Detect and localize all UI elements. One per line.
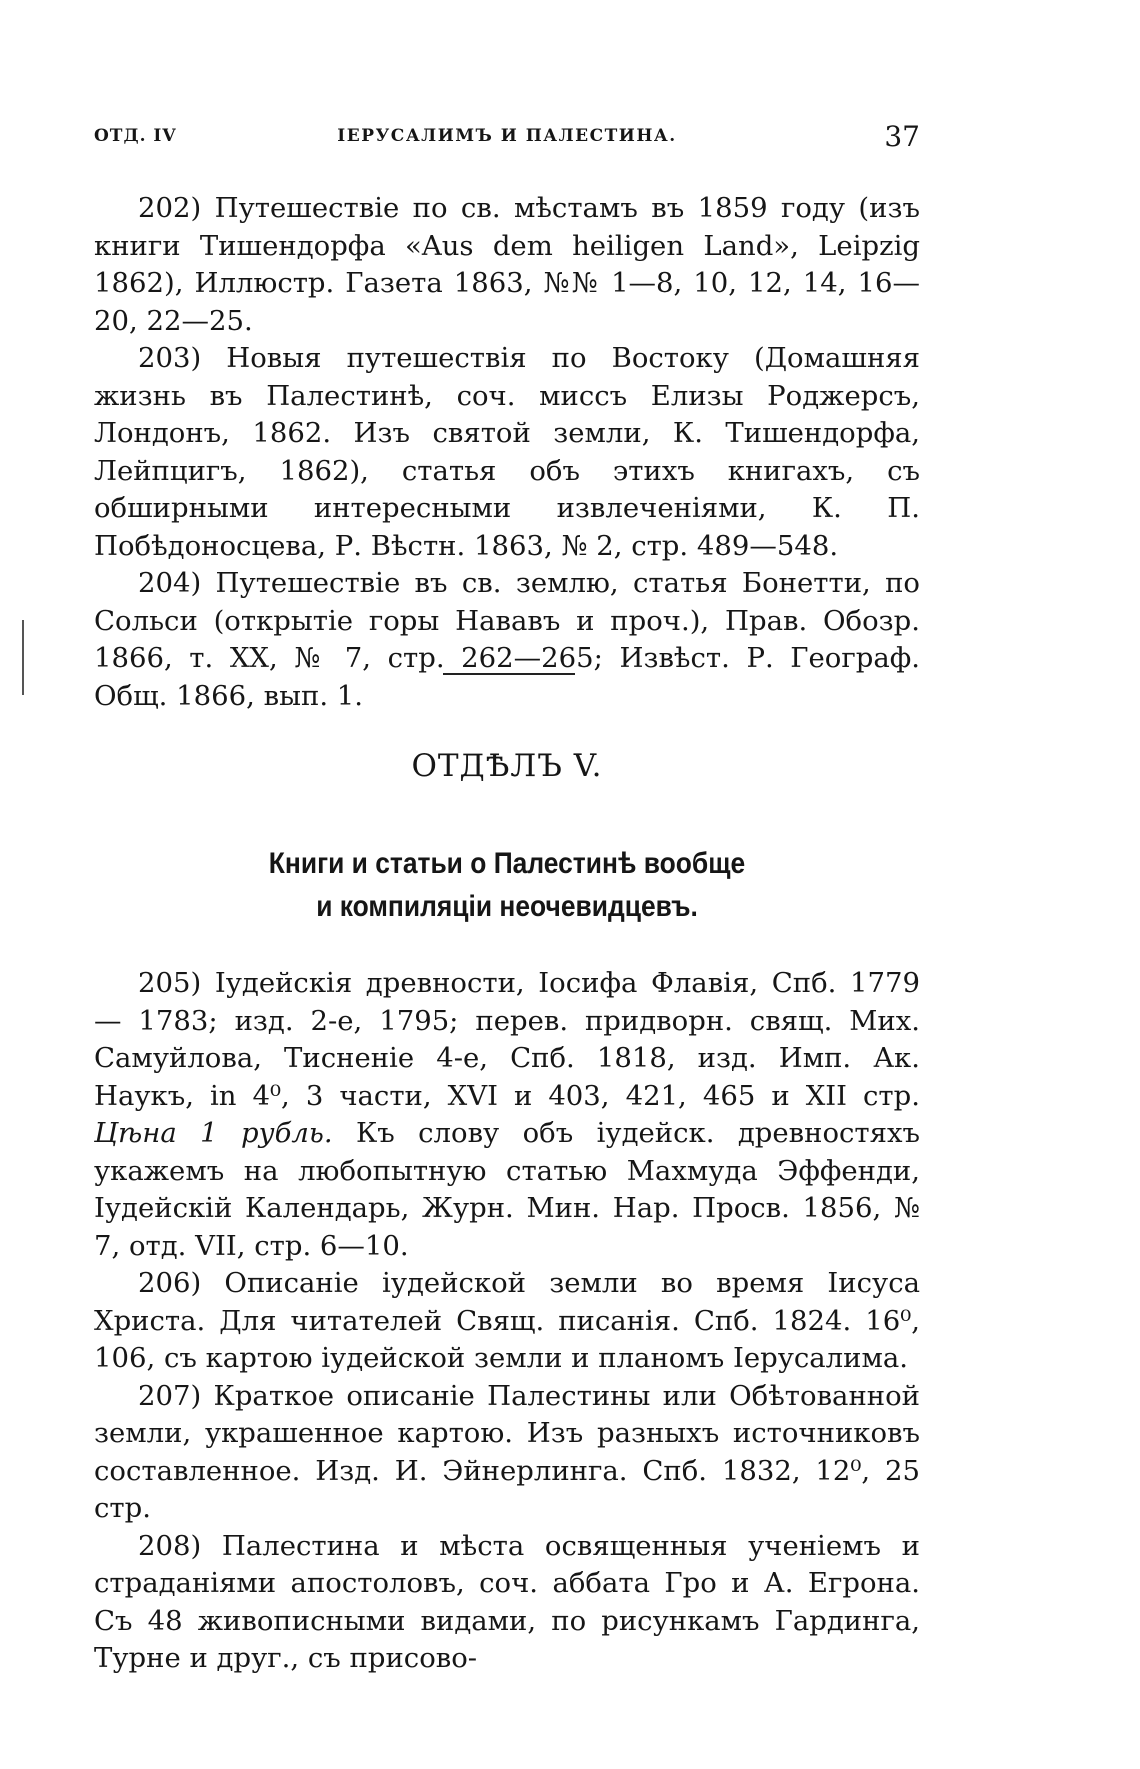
bibliography-entry-206: 206) Описаніе іудейской земли во время Іисуса Христа. Для читателей Свящ. писанія. Спб. 1824. 16⁰, 106, съ картою іудейской земли и планомъ Іерусалима.: [94, 1267, 920, 1374]
section-subtitle-line-1: Книги и статьи о Палестинѣ вообще: [268, 847, 746, 880]
section-title: ОТДѢЛЪ V.: [411, 748, 603, 784]
bibliography-entry-205: [94, 965, 920, 1265]
bibliography-entry-204: 204) Путешествіе въ св. землю, статья Бонетти, по Сольси (открытіе горы Нававъ и проч.), Прав. Обозр. 1866, т. XX, № 7, стр. 262—265; Извѣст. Р. Географ. Общ. 1866, вып. 1.: [94, 567, 920, 712]
entry-205-text: 205) Іудейскія древности, Іосифа Флавія, Спб. 1779 — 1783; изд. 2-е, 1795; перев. придворн. свящ. Мих. Самуйлова, Тисненіе 4-е, Спб. 1818, изд. Имп. Ак. Наукъ, in 4⁰, 3 части, XVI и 403, 421, 465 и XII стр.: [94, 967, 920, 1112]
section-subtitle-line-2: и компиляціи неочевидцевъ.: [316, 890, 698, 923]
bibliography-entry-208: 208) Палестина и мѣста освященныя ученіемъ и страданіями апостоловъ, соч. аббата Гро и А. Егрона. Съ 48 живописными видами, по рисункамъ Гардинга, Турне и друг., съ присово-: [94, 1529, 920, 1674]
bibliography-entries-top: [94, 190, 920, 715]
bibliography-entries-bottom: [94, 965, 920, 1678]
section-label: ОТД. IV: [94, 126, 177, 146]
running-title: ІЕРУСАЛИМЪ И ПАЛЕСТИНА.: [337, 126, 677, 146]
page-number: 37: [884, 120, 920, 153]
entry-205-continuation: Къ слову объ іудейск. древностяхъ укажемъ на любопытную статью Махмуда Эффенди, Іудейскій Календарь, Журн. Мин. Нар. Просв. 1856, № 7, отд. VII, стр. 6—10.: [94, 1117, 920, 1262]
price-note: Цѣна 1 рубль.: [94, 1117, 333, 1149]
margin-mark: [22, 620, 24, 695]
bibliography-entry-203: 203) Новыя путешествія по Востоку (Домашняя жизнь въ Палестинѣ, соч. миссъ Елизы Роджерсъ, Лондонъ, 1862. Изъ святой земли, К. Тишендорфа, Лейпцигъ, 1862), статья объ этихъ книгахъ, съ обширными интересными извлеченіями, К. П. Побѣдоносцева, Р. Вѣстн. 1863, № 2, стр. 489—548.: [94, 342, 920, 562]
section-separator: [443, 673, 575, 675]
bibliography-entry-207: 207) Краткое описаніе Палестины или Обѣтованной земли, украшенное картою. Изъ разныхъ источниковъ составленное. Изд. И. Эйнерлинга. Спб. 1832, 12⁰, 25 стр.: [94, 1379, 920, 1524]
bibliography-entry-202: 202) Путешествіе по св. мѣстамъ въ 1859 году (изъ книги Тишендорфа «Aus dem heiligen Land», Leipzig 1862), Иллюстр. Газета 1863, №№ 1—8, 10, 12, 14, 16—20, 22—25.: [94, 192, 920, 337]
section-subtitle: [144, 842, 871, 928]
running-head: [94, 120, 920, 154]
